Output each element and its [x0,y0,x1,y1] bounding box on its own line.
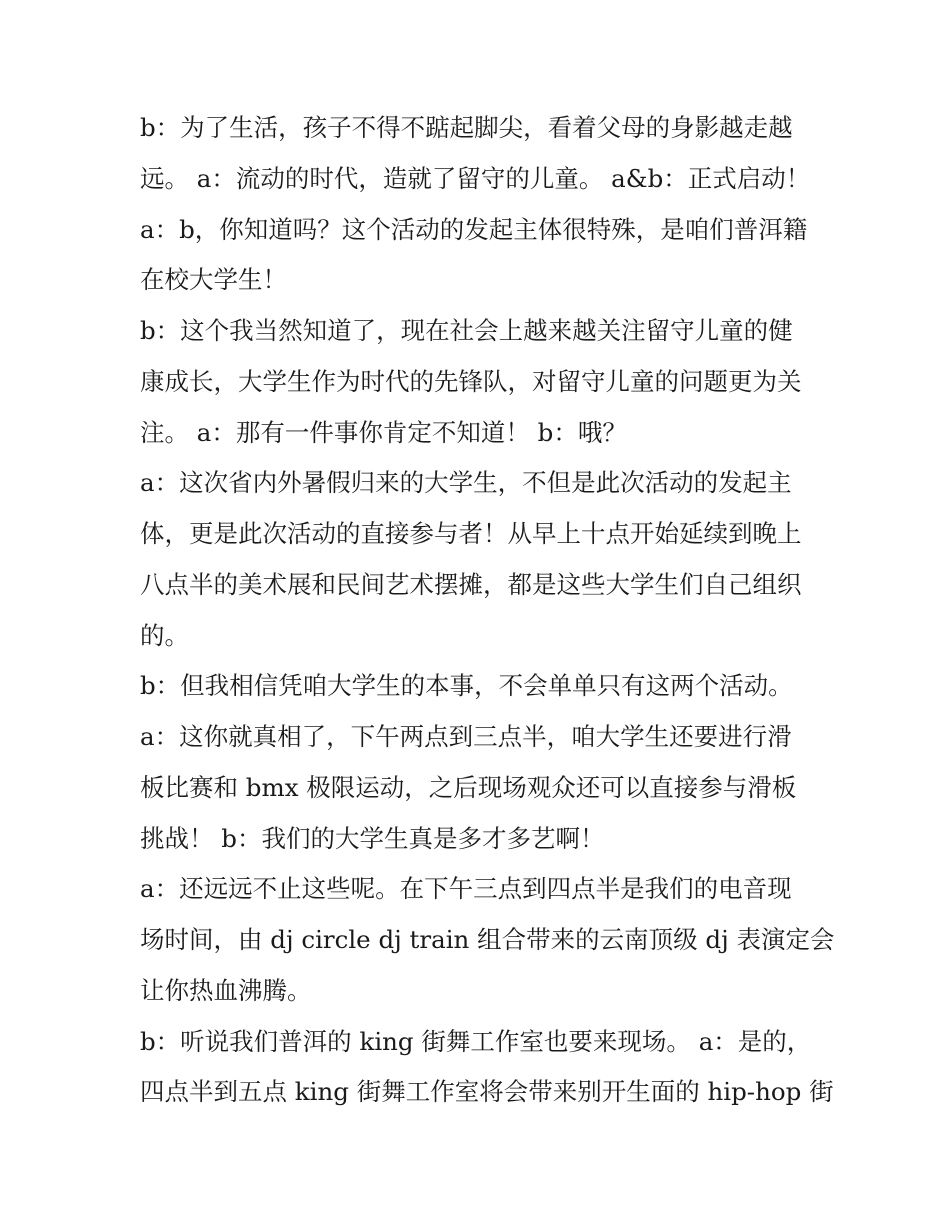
text-line: a：这你就真相了，下午两点到三点半，咱大学生还要进行滑 [140,722,792,751]
text-line: 挑战！ b：我们的大学生真是多才多艺啊！ [140,823,605,853]
text-line: 场时间，由 dj circle dj train 组合带来的云南顶级 dj 表演定会 [140,925,835,954]
text-line: a：这次省内外暑假归来的大学生，不但是此次活动的发起主 [140,468,792,498]
document-body [140,103,835,1118]
text-line: b：为了生活，孩子不得不踮起脚尖，看着父母的身影越走越 [140,113,793,142]
text-line: a：还远远不止这些呢。在下午三点到四点半是我们的电音现 [140,874,792,904]
text-line: 四点半到五点 king 街舞工作室将会带来别开生面的 hip-hop 街 [140,1077,834,1107]
text-line: 体，更是此次活动的直接参与者！从早上十点开始延续到晚上 [140,519,802,548]
text-line: b：但我相信凭咱大学生的本事，不会单单只有这两个活动。 [140,671,793,701]
text-line: a：b，你知道吗？这个活动的发起主体很特殊，是咱们普洱籍 [140,214,808,244]
text-line: 八点半的美术展和民间艺术摆摊，都是这些大学生们自己组织 [140,569,802,599]
text-line: b：这个我当然知道了，现在社会上越来越关注留守儿童的健 [140,316,793,345]
text-line: b：听说我们普洱的 king 街舞工作室也要来现场。 a：是的， [140,1026,812,1056]
text-line: 注。 a：那有一件事你肯定不知道！ b：哦？ [140,417,627,447]
text-line: 在校大学生！ [140,265,287,295]
text-line: 远。 a：流动的时代，造就了留守的儿童。 a&b：正式启动！ [140,163,811,193]
text-line: 康成长，大学生作为时代的先锋队，对留守儿童的问题更为关 [140,366,802,396]
text-line: 板比赛和 bmx 极限运动，之后现场观众还可以直接参与滑板 [140,772,797,802]
text-line: 让你热血沸腾。 [140,975,312,1005]
text-line: 的。 [140,620,189,650]
